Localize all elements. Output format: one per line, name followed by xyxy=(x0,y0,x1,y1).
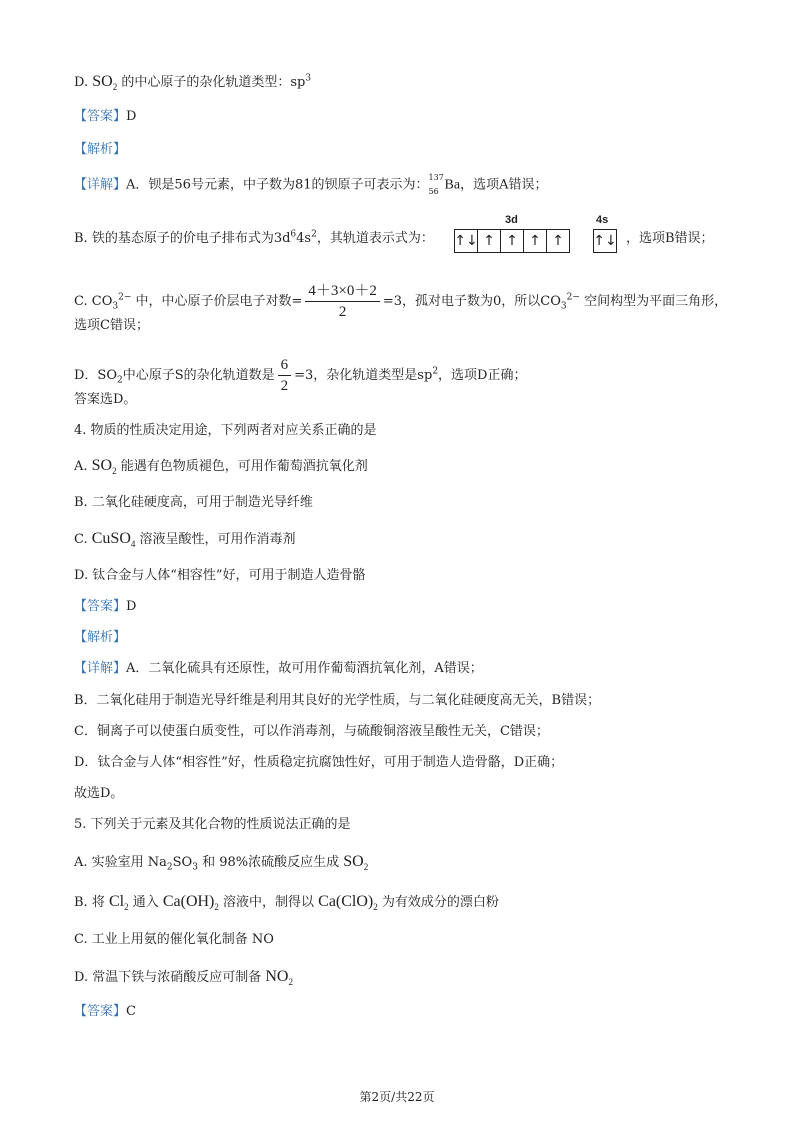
orbital-box: ↑↓ xyxy=(454,229,478,253)
detail-1-c: C. $CO_3^{2-}$ 中，中心原子价层电子对数= $\frac{4+3\times 0+2}{2}$ =3，孤对电子数为0，所以$CO_3^{2-}$ 空间构型为平面三角形， xyxy=(74,283,728,320)
detail-1-d: D．$SO_2$中心原子S的杂化轨道数是 $\frac{6}{2}$ =3，杂化轨道类型是$sp^2$，选项D正确； xyxy=(74,357,527,394)
orbital-box: ↑ xyxy=(500,229,524,253)
orbital-box: ↑↓ xyxy=(593,229,617,253)
orbital-box: ↑ xyxy=(523,229,547,253)
answer-1: 【答案】D xyxy=(74,109,137,124)
analysis-tag-2: 【解析】 xyxy=(74,630,127,645)
conclusion-1: 答案选D。 xyxy=(74,392,137,407)
answer-2: 【答案】D xyxy=(74,599,137,614)
orbital-box: ↑ xyxy=(546,229,570,253)
detail-2-a: 【详解】A．二氧化硫具有还原性，故可用作葡萄酒抗氧化剂，A错误； xyxy=(74,661,483,676)
orbital-diagram-4s xyxy=(594,229,617,253)
q4-option-d: D. 钛合金与人体“相容性”好，可用于制造人造骨骼 xyxy=(74,568,366,583)
option-d-so2: D. $SO_2$ 的中心原子的杂化轨道类型：$sp^3$ xyxy=(74,73,312,93)
analysis-tag-1: 【解析】 xyxy=(74,142,127,157)
orbital-diagram-3d xyxy=(455,229,570,253)
answer-tag: 【答案】 xyxy=(74,109,127,124)
answer-3: 【答案】C xyxy=(74,1004,136,1019)
detail-1-b-end: ，选项B错误； xyxy=(626,231,714,246)
formula-so2: $SO_2$ xyxy=(92,73,118,93)
q5-option-c: C. 工业上用氨的催化氧化制备 NO xyxy=(74,932,274,947)
q5-option-d: D. 常温下铁与浓硝酸反应可制备 $NO_2$ xyxy=(74,968,293,988)
question-5: 5. 下列关于元素及其化合物的性质说法正确的是 xyxy=(74,817,351,832)
detail-1-c-2: 选项C错误； xyxy=(74,318,149,333)
nuclide-symbol: 137 56 xyxy=(428,173,444,196)
detail-2-c: C．铜离子可以使蛋白质变性，可以作消毒剂，与硫酸铜溶液呈酸性无关，C错误； xyxy=(74,724,549,739)
q4-option-b: B. 二氧化硅硬度高，可用于制造光导纤维 xyxy=(74,495,313,510)
fraction-electron-pairs: $\frac{4+3\times 0+2}{2}$ xyxy=(305,281,379,322)
q4-option-a: A. $SO_2$ 能遇有色物质褪色，可用作葡萄酒抗氧化剂 xyxy=(74,457,368,477)
fraction-hybrid: $\frac{6}{2}$ xyxy=(278,355,292,396)
q5-option-b: B. 将 $Cl_2$ 通入 $Ca(OH)_2$ 溶液中，制得以 $Ca(ClO)_2$ 为有效成分的漂白粉 xyxy=(74,893,499,913)
q4-option-c: C. CuSO$_4$ 溶液呈酸性，可用作消毒剂 xyxy=(74,530,296,550)
detail-1-b: B. 铁的基态原子的价电子排布式为$3d^64s^2$，其轨道表示式为： xyxy=(74,229,434,246)
detail-2-d: D．钛合金与人体“相容性”好，性质稳定抗腐蚀性好，可用于制造人造骨骼，D正确； xyxy=(74,755,564,770)
conclusion-2: 故选D。 xyxy=(74,786,124,801)
q5-option-a: A. 实验室用 $Na_2SO_3$ 和 98%浓硫酸反应生成 $SO_2$ xyxy=(74,853,369,873)
detail-2-b: B．二氧化硅用于制造光导纤维是利用其良好的光学性质，与二氧化硅硬度高无关，B错误； xyxy=(74,693,601,708)
detail-1-a: 【详解】A．钡是56号元素，中子数为81的钡原子可表示为： 137 56 Ba，选项A错误； xyxy=(74,173,548,196)
orbital-label-3d: 3d xyxy=(505,214,518,226)
question-4: 4. 物质的性质决定用途，下列两者对应关系正确的是 xyxy=(74,423,377,438)
page-footer: 第2页/共22页 xyxy=(359,1090,435,1104)
orbital-box: ↑ xyxy=(477,229,501,253)
orbital-label-4s: 4s xyxy=(596,214,609,226)
